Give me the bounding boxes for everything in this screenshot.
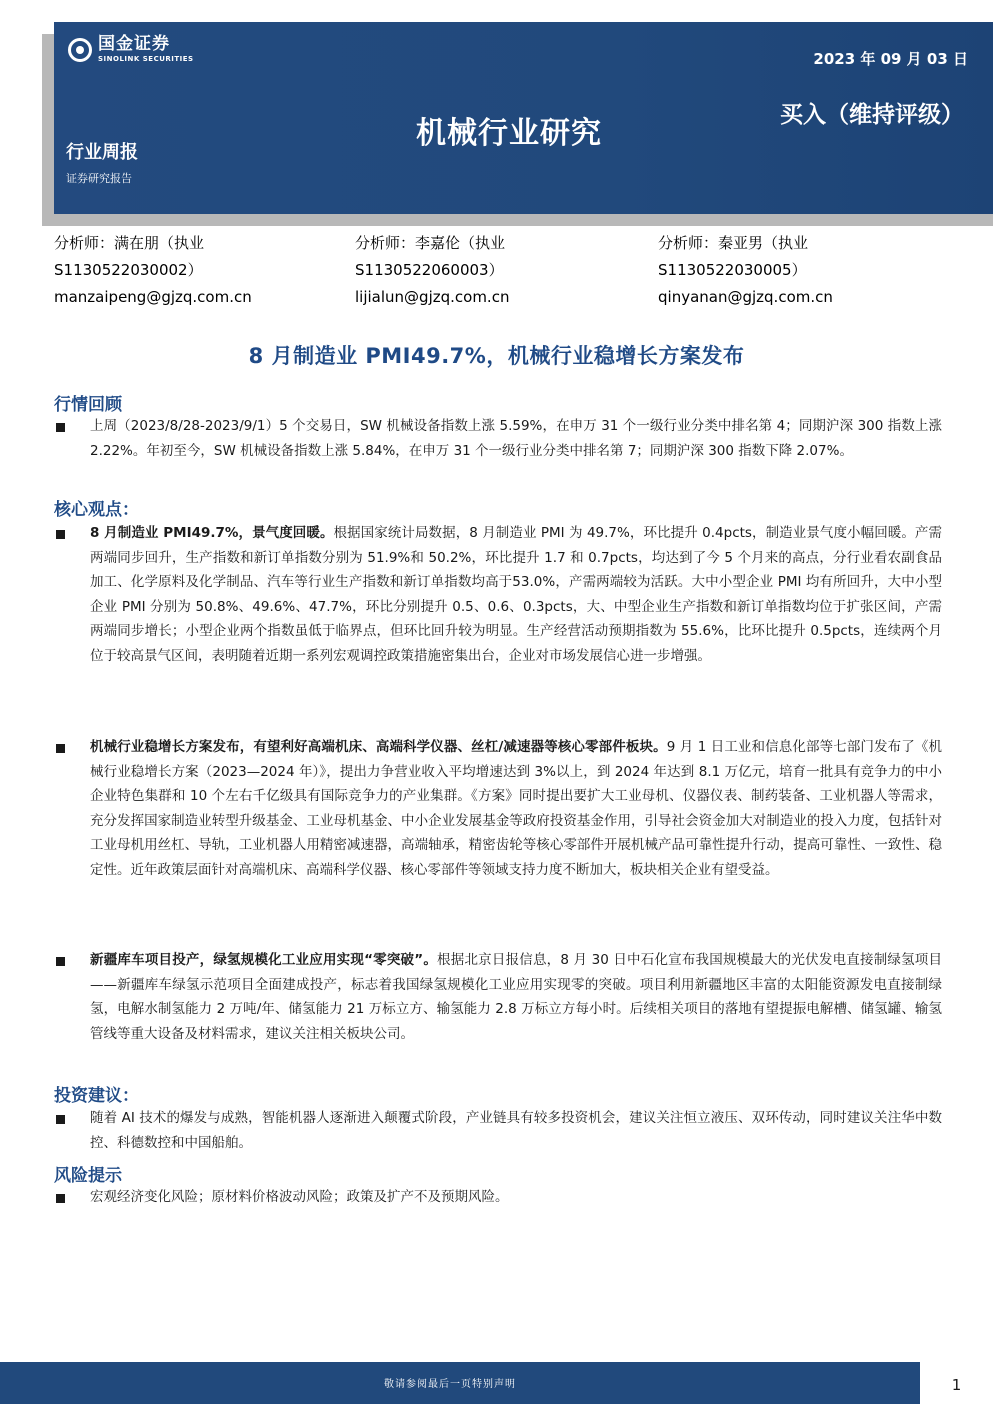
risk-paragraph: 宏观经济变化风险；原材料价格波动风险；政策及扩产不及预期风险。 — [54, 1185, 942, 1210]
disclaimer-note: 敬请参阅最后一页特别声明 — [384, 1379, 516, 1390]
logo-name-cn: 国金证券 — [98, 34, 170, 54]
analyst-name: 分析师：李嘉伦（执业 — [355, 234, 506, 252]
logo-icon — [68, 38, 92, 62]
analyst-email[interactable]: manzaipeng@gjzq.com.cn — [54, 288, 252, 306]
analyst-3 — [658, 230, 833, 311]
market-review-paragraph: 上周（2023/8/28-2023/9/1）5 个交易日，SW 机械设备指数上涨 5.59%，在申万 31 个一级行业分类中排名第 4；同期沪深 300 指数上涨 2.22%。年初至今，SW 机械设备指数上涨 5.84%，在申万 31 个一级行业分类中排名第 7；同期沪深 300 指数下降 2.07%。 — [54, 414, 942, 463]
analyst-2 — [355, 230, 509, 311]
investment-paragraph: 随着 AI 技术的爆发与成熟，智能机器人逐渐进入颠覆式阶段，产业链具有较多投资机会，建议关注恒立液压、双环传动，同时建议关注华中数控、科德数控和中国船舶。 — [54, 1106, 942, 1155]
report-type: 行业周报 — [66, 142, 138, 163]
section-title-investment: 投资建议： — [54, 1086, 139, 1106]
report-header — [54, 22, 993, 214]
analyst-license: S1130522060003） — [355, 261, 504, 279]
bullet-icon — [56, 530, 65, 539]
core-view-1-lead: 8 月制造业 PMI49.7%，景气度回暖。 — [90, 525, 334, 541]
core-view-paragraph-3: 新疆库车项目投产，绿氢规模化工业应用实现“零突破”。根据北京日报信息，8 月 30 日中石化宣布我国规模最大的光伏发电直接制绿氢项目——新疆库车绿氢示范项目全面建成投产，标志着我国绿氢规模化工业应用实现零的突破。项目利用新疆地区丰富的太阳能资源发电直接制绿氢，电解水制氢能力 2 万吨/年、储氢能力 21 万标立方、输氢能力 2.8 万标立方每小时。后续相关项目的落地有望提振电解槽、储氢罐、输氢管线等重大设备及材料需求，建议关注相关板块公司。 — [54, 948, 942, 1046]
core-view-paragraph-1: 8 月制造业 PMI49.7%，景气度回暖。根据国家统计局数据，8 月制造业 PMI 为 49.7%，环比提升 0.4pcts，制造业景气度小幅回暖。产需两端同步回升，生产指数和新订单指数分别为 51.9%和 50.2%，环比提升 1.7 和 0.7pcts，均达到了今 5 个月来的高点，分行业看农副食品加工、化学原料及化学制品、汽车等行业生产指数和新订单指数均高于53.0%，产需两端较为活跃。大中小型企业 PMI 均有所回升，大中小型企业 PMI 分别为 50.8%、49.6%、47.7%，环比分别提升 0.5、0.6、0.3pcts，大、中型企业生产指数和新订单指数均位于扩张区间，产需两端同步增长；小型企业两个指数虽低于临界点，但环比回升较为明显。生产经营活动预期指数为 55.6%，比环比提升 0.5pcts，连续两个月位于较高景气区间，表明随着近期一系列宏观调控政策措施密集出台，企业对市场发展信心进一步增强。 — [54, 521, 942, 669]
analyst-1 — [54, 230, 252, 311]
rating-badge: 买入（维持评级） — [780, 102, 964, 128]
bullet-icon — [56, 957, 65, 966]
core-view-2-lead: 机械行业稳增长方案发布，有望利好高端机床、高端科学仪器、丝杠/减速器等核心零部件板块。 — [90, 739, 667, 755]
analyst-license: S1130522030005） — [658, 261, 807, 279]
section-title-market-review: 行情回顾 — [54, 395, 122, 415]
report-subtype: 证券研究报告 — [66, 172, 132, 185]
core-view-paragraph-2: 机械行业稳增长方案发布，有望利好高端机床、高端科学仪器、丝杠/减速器等核心零部件板块。9 月 1 日工业和信息化部等七部门发布了《机械行业稳增长方案（2023—2024 年）》，提出力争营业收入平均增速达到 3%以上，到 2024 年达到 8.1 万亿元，培育一批具有竞争力的中小企业特色集群和 10 个左右千亿级具有国际竞争力的产业集群。《方案》同时提出要扩大工业母机、仪器仪表、制药装备、工业机器人等需求，充分发挥国家制造业转型升级基金、工业母机基金、中小企业发展基金等政府投资基金作用，引导社会资金加大对制造业的投入力度，包括针对工业母机用丝杠、导轨，工业机器人用精密减速器，高端轴承，精密齿轮等核心零部件开展机械产品可靠性提升行动，提高可靠性、一致性、稳定性。近年政策层面针对高端机床、高端科学仪器、核心零部件等领域支持力度不断加大，板块相关企业有望受益。 — [54, 735, 942, 883]
logo-name-en: SINOLINK SECURITIES — [98, 55, 194, 63]
report-headline: 8 月制造业 PMI49.7%，机械行业稳增长方案发布 — [248, 344, 745, 368]
report-title: 机械行业研究 — [416, 116, 602, 151]
section-title-core-views: 核心观点： — [54, 500, 139, 520]
analyst-name: 分析师：秦亚男（执业 — [658, 234, 809, 252]
report-date: 2023 年 09 月 03 日 — [813, 50, 968, 68]
analyst-email[interactable]: lijialun@gjzq.com.cn — [355, 288, 510, 306]
analyst-name: 分析师：满在朋（执业 — [54, 234, 205, 252]
bullet-icon — [56, 1194, 65, 1203]
bullet-icon — [56, 744, 65, 753]
analyst-license: S1130522030002） — [54, 261, 203, 279]
page-number: 1 — [920, 1362, 993, 1404]
core-view-3-lead: 新疆库车项目投产，绿氢规模化工业应用实现“零突破”。 — [90, 952, 438, 968]
page-footer — [0, 1362, 993, 1404]
section-title-risk: 风险提示 — [54, 1166, 122, 1186]
analyst-email[interactable]: qinyanan@gjzq.com.cn — [658, 288, 833, 306]
bullet-icon — [56, 1115, 65, 1124]
company-logo — [68, 36, 194, 63]
bullet-icon — [56, 423, 65, 432]
